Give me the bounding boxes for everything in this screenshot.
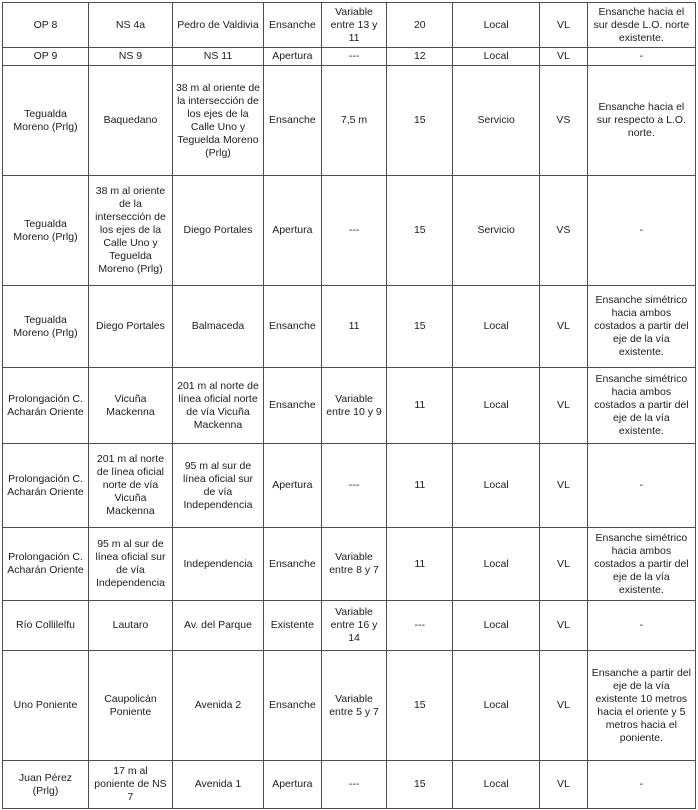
table-cell: 11	[387, 368, 453, 444]
table-cell: Balmaceda	[172, 286, 263, 368]
table-cell: VL	[540, 761, 588, 809]
table-cell: VL	[540, 601, 588, 651]
table-cell: VS	[540, 66, 588, 176]
table-cell: ---	[321, 761, 387, 809]
table-cell: Ensanche hacia el sur respecto a L.O. norte.	[587, 66, 695, 176]
table-row	[3, 176, 696, 286]
table-cell: Ensanche	[264, 286, 322, 368]
table-cell: Prolongación C. Acharán Oriente	[3, 528, 89, 601]
table-cell: -	[587, 48, 695, 66]
table-cell: NS 11	[172, 48, 263, 66]
table-cell: 15	[387, 66, 453, 176]
table-row	[3, 66, 696, 176]
table-cell: ---	[321, 444, 387, 528]
table-cell: -	[587, 761, 695, 809]
table-cell: Ensanche	[264, 368, 322, 444]
table-cell: -	[587, 444, 695, 528]
table-cell: 201 m al norte de línea oficial norte de vía Vicuña Mackenna	[88, 444, 172, 528]
table-cell: 95 m al sur de línea oficial sur de vía Independencia	[172, 444, 263, 528]
table-cell: 11	[387, 444, 453, 528]
table-cell: Ensanche simétrico hacia ambos costados a partir del eje de la vía existente.	[587, 528, 695, 601]
table-cell: Local	[453, 368, 540, 444]
table-cell: Baquedano	[88, 66, 172, 176]
table-cell: Tegualda Moreno (Prlg)	[3, 286, 89, 368]
table-cell: 15	[387, 651, 453, 761]
table-cell: Prolongación C. Acharán Oriente	[3, 368, 89, 444]
table-cell: OP 9	[3, 48, 89, 66]
table-cell: Vicuña Mackenna	[88, 368, 172, 444]
table-cell: 12	[387, 48, 453, 66]
table-row	[3, 3, 696, 48]
table-cell: VL	[540, 651, 588, 761]
table-cell: Local	[453, 3, 540, 48]
table-cell: NS 4a	[88, 3, 172, 48]
table-cell: Pedro de Valdivia	[172, 3, 263, 48]
table-cell: Ensanche hacia el sur desde L.O. norte existente.	[587, 3, 695, 48]
table-cell: Variable entre 5 y 7	[321, 651, 387, 761]
table-cell: Uno Poniente	[3, 651, 89, 761]
table-cell: Local	[453, 528, 540, 601]
table-cell: Lautaro	[88, 601, 172, 651]
table-cell: 15	[387, 761, 453, 809]
table-cell: 15	[387, 286, 453, 368]
table-cell: Variable entre 16 y 14	[321, 601, 387, 651]
table-cell: Tegualda Moreno (Prlg)	[3, 176, 89, 286]
table-cell: ---	[321, 48, 387, 66]
table-cell: Independencia	[172, 528, 263, 601]
table-cell: Diego Portales	[88, 286, 172, 368]
table-cell: VL	[540, 528, 588, 601]
table-cell: VL	[540, 286, 588, 368]
table-cell: VL	[540, 368, 588, 444]
table-cell: 201 m al norte de línea oficial norte de vía Vicuña Mackenna	[172, 368, 263, 444]
table-row	[3, 368, 696, 444]
table-cell: Local	[453, 761, 540, 809]
table-cell: 95 m al sur de línea oficial sur de vía Independencia	[88, 528, 172, 601]
table-cell: Servicio	[453, 66, 540, 176]
table-cell: Existente	[264, 601, 322, 651]
table-row	[3, 444, 696, 528]
table-cell: Ensanche	[264, 3, 322, 48]
table-cell: ---	[321, 176, 387, 286]
table-cell: Ensanche simétrico hacia ambos costados a partir del eje de la vía existente.	[587, 368, 695, 444]
table-cell: Servicio	[453, 176, 540, 286]
table-cell: Local	[453, 444, 540, 528]
table-cell: Local	[453, 601, 540, 651]
table-cell: -	[587, 601, 695, 651]
table-row	[3, 528, 696, 601]
table-cell: Apertura	[264, 48, 322, 66]
table-cell: 38 m al oriente de la intersección de los ejes de la Calle Uno y Teguelda Moreno (Prlg)	[172, 66, 263, 176]
road-sections-table	[2, 2, 696, 809]
table-cell: Variable entre 8 y 7	[321, 528, 387, 601]
table-cell: Ensanche	[264, 66, 322, 176]
table-row	[3, 761, 696, 809]
table-cell: Avenida 2	[172, 651, 263, 761]
table-cell: Avenida 1	[172, 761, 263, 809]
table-cell: Caupolicán Poniente	[88, 651, 172, 761]
table-cell: Local	[453, 651, 540, 761]
table-cell: VL	[540, 444, 588, 528]
table-cell: 38 m al oriente de la intersección de los ejes de la Calle Uno y Teguelda Moreno (Prlg)	[88, 176, 172, 286]
table-cell: 7,5 m	[321, 66, 387, 176]
table-cell: Apertura	[264, 761, 322, 809]
table-cell: Ensanche	[264, 651, 322, 761]
table-cell: Ensanche simétrico hacia ambos costados a partir del eje de la vía existente.	[587, 286, 695, 368]
table-body	[3, 3, 696, 809]
table-cell: Apertura	[264, 176, 322, 286]
table-cell: ---	[387, 601, 453, 651]
table-cell: Ensanche	[264, 528, 322, 601]
table-cell: Variable entre 13 y 11	[321, 3, 387, 48]
table-cell: Local	[453, 48, 540, 66]
table-cell: Ensanche a partir del eje de la vía existente 10 metros hacia el oriente y 5 metros hacia el poniente.	[587, 651, 695, 761]
table-cell: 11	[321, 286, 387, 368]
table-cell: Diego Portales	[172, 176, 263, 286]
table-cell: Apertura	[264, 444, 322, 528]
table-cell: VL	[540, 3, 588, 48]
table-cell: Tegualda Moreno (Prlg)	[3, 66, 89, 176]
table-row	[3, 48, 696, 66]
table-cell: Av. del Parque	[172, 601, 263, 651]
table-cell: VL	[540, 48, 588, 66]
table-cell: Local	[453, 286, 540, 368]
table-cell: 20	[387, 3, 453, 48]
table-cell: NS 9	[88, 48, 172, 66]
table-cell: 11	[387, 528, 453, 601]
table-cell: Variable entre 10 y 9	[321, 368, 387, 444]
table-cell: Juan Pérez (Prlg)	[3, 761, 89, 809]
table-cell: VS	[540, 176, 588, 286]
table-cell: 17 m al poniente de NS 7	[88, 761, 172, 809]
table-cell: OP 8	[3, 3, 89, 48]
table-cell: -	[587, 176, 695, 286]
table-row	[3, 286, 696, 368]
table-row	[3, 651, 696, 761]
table-cell: Río Collilelfu	[3, 601, 89, 651]
table-cell: 15	[387, 176, 453, 286]
table-row	[3, 601, 696, 651]
table-cell: Prolongación C. Acharán Oriente	[3, 444, 89, 528]
